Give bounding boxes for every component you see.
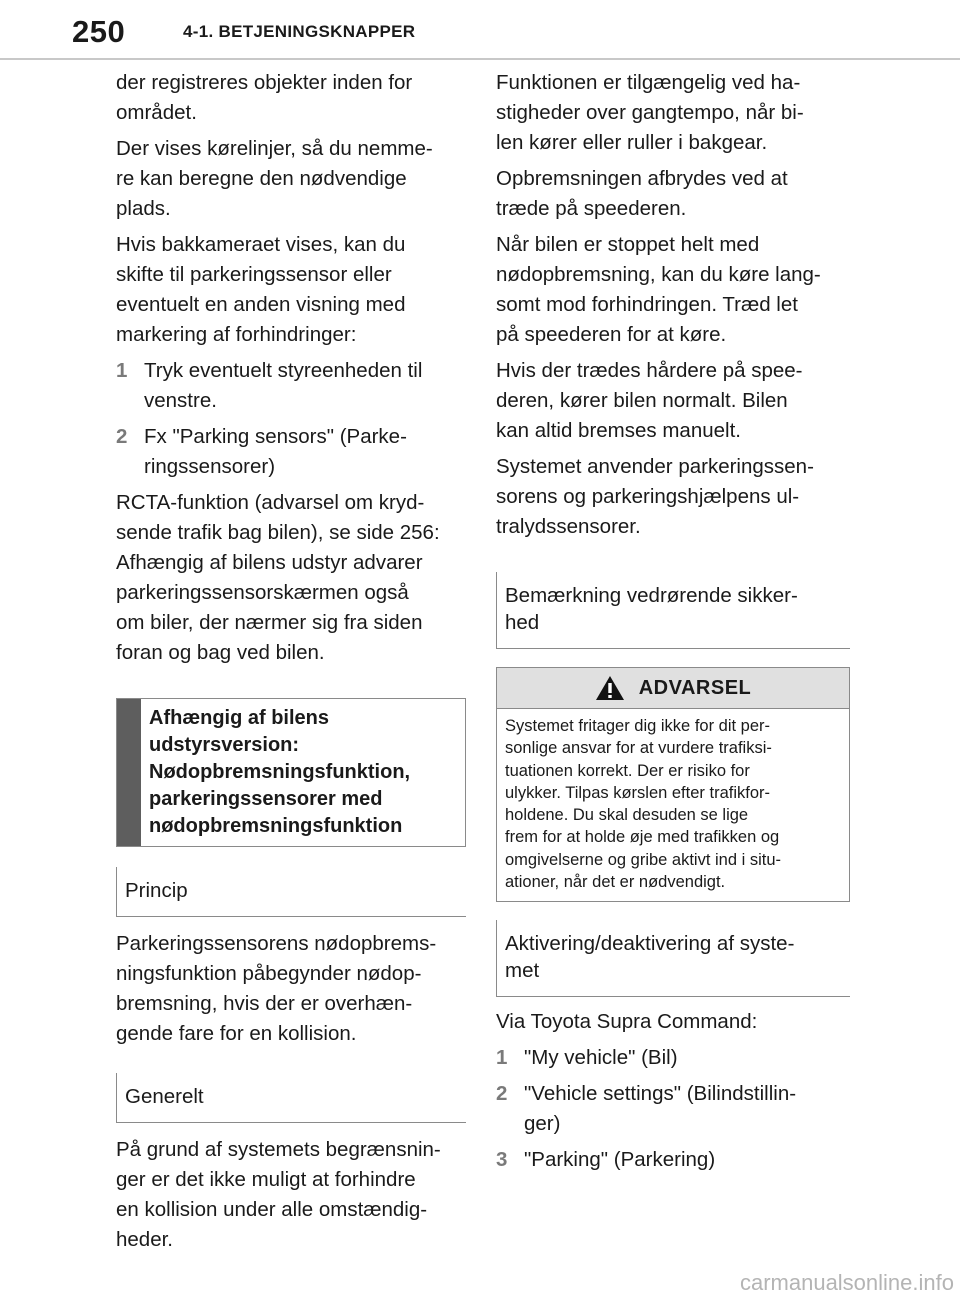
text-line: holdene. Du skal desuden se lige — [505, 806, 749, 825]
text-line: Systemet anvender parkeringssen- — [496, 455, 814, 478]
section-heading-general — [116, 1073, 466, 1123]
text-line: en kollision under alle omstændig- — [116, 1198, 428, 1221]
text-line: markering af forhindringer: — [116, 323, 357, 346]
paragraph — [496, 1007, 850, 1037]
step-text: ger) — [524, 1112, 561, 1136]
step-number: 3 — [496, 1148, 508, 1172]
text-line: der registreres objekter inden for — [116, 71, 413, 94]
chapter-title: 4-1. BETJENINGSKNAPPER — [183, 22, 416, 41]
step-number: 1 — [496, 1046, 508, 1070]
text-line: ningsfunktion påbegynder nødop- — [116, 962, 422, 985]
step-item — [496, 1145, 850, 1175]
text-line: kan altid bremses manuelt. — [496, 419, 741, 442]
text-line: bremsning, hvis der er overhæn- — [116, 992, 413, 1015]
paragraph — [116, 68, 466, 128]
step-number: 1 — [116, 359, 128, 382]
text-line: eventuelt en anden visning med — [116, 293, 406, 316]
left-column — [116, 68, 466, 1261]
text-line: ationer, når det er nødvendigt. — [505, 873, 726, 892]
text-line: nødopbremsning, kan du køre lang- — [496, 263, 821, 286]
text-line: heder. — [116, 1228, 173, 1251]
footer-watermark: carmanualsonline.info — [739, 1270, 954, 1295]
text-line: len kører eller ruller i bakgear. — [496, 131, 768, 154]
header-divider — [0, 58, 960, 60]
text-line: foran og bag ved bilen. — [116, 641, 325, 664]
section-heading-text: hed — [505, 611, 540, 634]
step-number: 2 — [116, 425, 128, 448]
step-text: "Parking" (Parkering) — [524, 1148, 716, 1172]
paragraph — [116, 929, 466, 1049]
right-column — [496, 68, 850, 1181]
section-heading-text: Bemærkning vedrørende sikker- — [505, 584, 798, 607]
text-line: Hvis der trædes hårdere på spee- — [496, 359, 803, 382]
paragraph — [116, 488, 466, 668]
step-item — [496, 1079, 850, 1139]
text-line: Afhængig af bilens udstyr advarer — [116, 551, 423, 574]
text-line: skifte til parkeringssensor eller — [116, 263, 392, 286]
text-line: omgivelserne og gribe aktivt ind i situ- — [505, 850, 782, 869]
text-line: på speederen for at køre. — [496, 323, 727, 346]
warning-text — [497, 709, 849, 901]
text-line: deren, kører bilen normalt. Bilen — [496, 389, 788, 412]
text-line: Der vises kørelinjer, så du nemme- — [116, 137, 433, 160]
paragraph — [116, 230, 466, 350]
step-item — [116, 356, 466, 416]
text-line: Hvis bakkameraet vises, kan du — [116, 233, 406, 256]
section-heading-text: Princip — [125, 879, 188, 902]
text-line: sende trafik bag bilen), se side 256: — [116, 521, 440, 544]
page-header — [0, 0, 960, 60]
section-heading-safety — [496, 572, 850, 649]
section-heading-text: met — [505, 959, 540, 983]
text-line: somt mod forhindringen. Træd let — [496, 293, 798, 316]
text-line: udstyrsversion: — [149, 734, 300, 756]
text-line: Parkeringssensorens nødopbrems- — [116, 932, 437, 955]
step-text: Tryk eventuelt styreenheden til — [144, 359, 423, 382]
paragraph — [116, 1135, 466, 1255]
step-number: 2 — [496, 1082, 508, 1106]
text-line: tuationen korrekt. Der er risiko for — [505, 761, 750, 780]
text-line: parkeringssensorskærmen også — [116, 581, 409, 604]
section-heading-activation — [496, 920, 850, 997]
equipment-info-box — [116, 698, 466, 847]
text-line: Funktionen er tilgængelig ved ha- — [496, 71, 801, 94]
text-line: På grund af systemets begrænsnin- — [116, 1138, 441, 1161]
step-text: ringssensorer) — [144, 455, 276, 478]
text-line: sonlige ansvar for at vurdere trafiksi- — [505, 739, 772, 758]
text-line: re kan beregne den nødvendige — [116, 167, 407, 190]
step-text: venstre. — [144, 389, 217, 412]
warning-box — [496, 667, 850, 902]
step-text: "Vehicle settings" (Bilindstillin- — [524, 1082, 797, 1106]
paragraph — [496, 452, 850, 542]
text-line: Afhængig af bilens — [149, 707, 329, 729]
warning-title: ADVARSEL — [638, 676, 752, 699]
info-box-accent-bar — [117, 699, 141, 846]
step-text: "My vehicle" (Bil) — [524, 1046, 678, 1070]
text-line: RCTA-funktion (advarsel om kryd- — [116, 491, 425, 514]
section-heading-text: Generelt — [125, 1085, 204, 1108]
text-line: Via Toyota Supra Command: — [496, 1010, 758, 1034]
text-line: Nødopbremsningsfunktion, — [149, 761, 411, 783]
text-line: gende fare for en kollision. — [116, 1022, 357, 1045]
text-line: plads. — [116, 197, 171, 220]
paragraph — [496, 230, 850, 350]
text-line: tralydssensorer. — [496, 515, 641, 538]
text-line: frem for at holde øje med trafikken og — [505, 828, 780, 847]
paragraph — [496, 68, 850, 158]
warning-header — [497, 668, 849, 709]
step-text: Fx "Parking sensors" (Parke- — [144, 425, 407, 448]
text-line: ger er det ikke muligt at forhindre — [116, 1168, 416, 1191]
info-box-text — [141, 699, 416, 846]
paragraph — [116, 134, 466, 224]
text-line: ulykker. Tilpas kørslen efter trafikfor- — [505, 783, 770, 802]
paragraph — [496, 164, 850, 224]
text-line: sorens og parkeringshjælpens ul- — [496, 485, 800, 508]
paragraph — [496, 356, 850, 446]
text-line: om biler, der nærmer sig fra siden — [116, 611, 423, 634]
text-line: træde på speederen. — [496, 197, 687, 220]
text-line: Opbremsningen afbrydes ved at — [496, 167, 788, 190]
text-line: Systemet fritager dig ikke for dit per- — [505, 717, 771, 735]
text-line: parkeringssensorer med — [149, 788, 383, 810]
step-item — [496, 1043, 850, 1073]
text-line: stigheder over gangtempo, når bi- — [496, 101, 804, 124]
text-line: Når bilen er stoppet helt med — [496, 233, 760, 256]
section-heading-text: Aktivering/deaktivering af syste- — [505, 932, 795, 956]
warning-triangle-icon — [595, 675, 625, 701]
page-number: 250 — [72, 14, 126, 49]
text-line: området. — [116, 101, 197, 124]
text-line: nødopbremsningsfunktion — [149, 815, 403, 837]
step-item — [116, 422, 466, 482]
section-heading-principle — [116, 867, 466, 917]
